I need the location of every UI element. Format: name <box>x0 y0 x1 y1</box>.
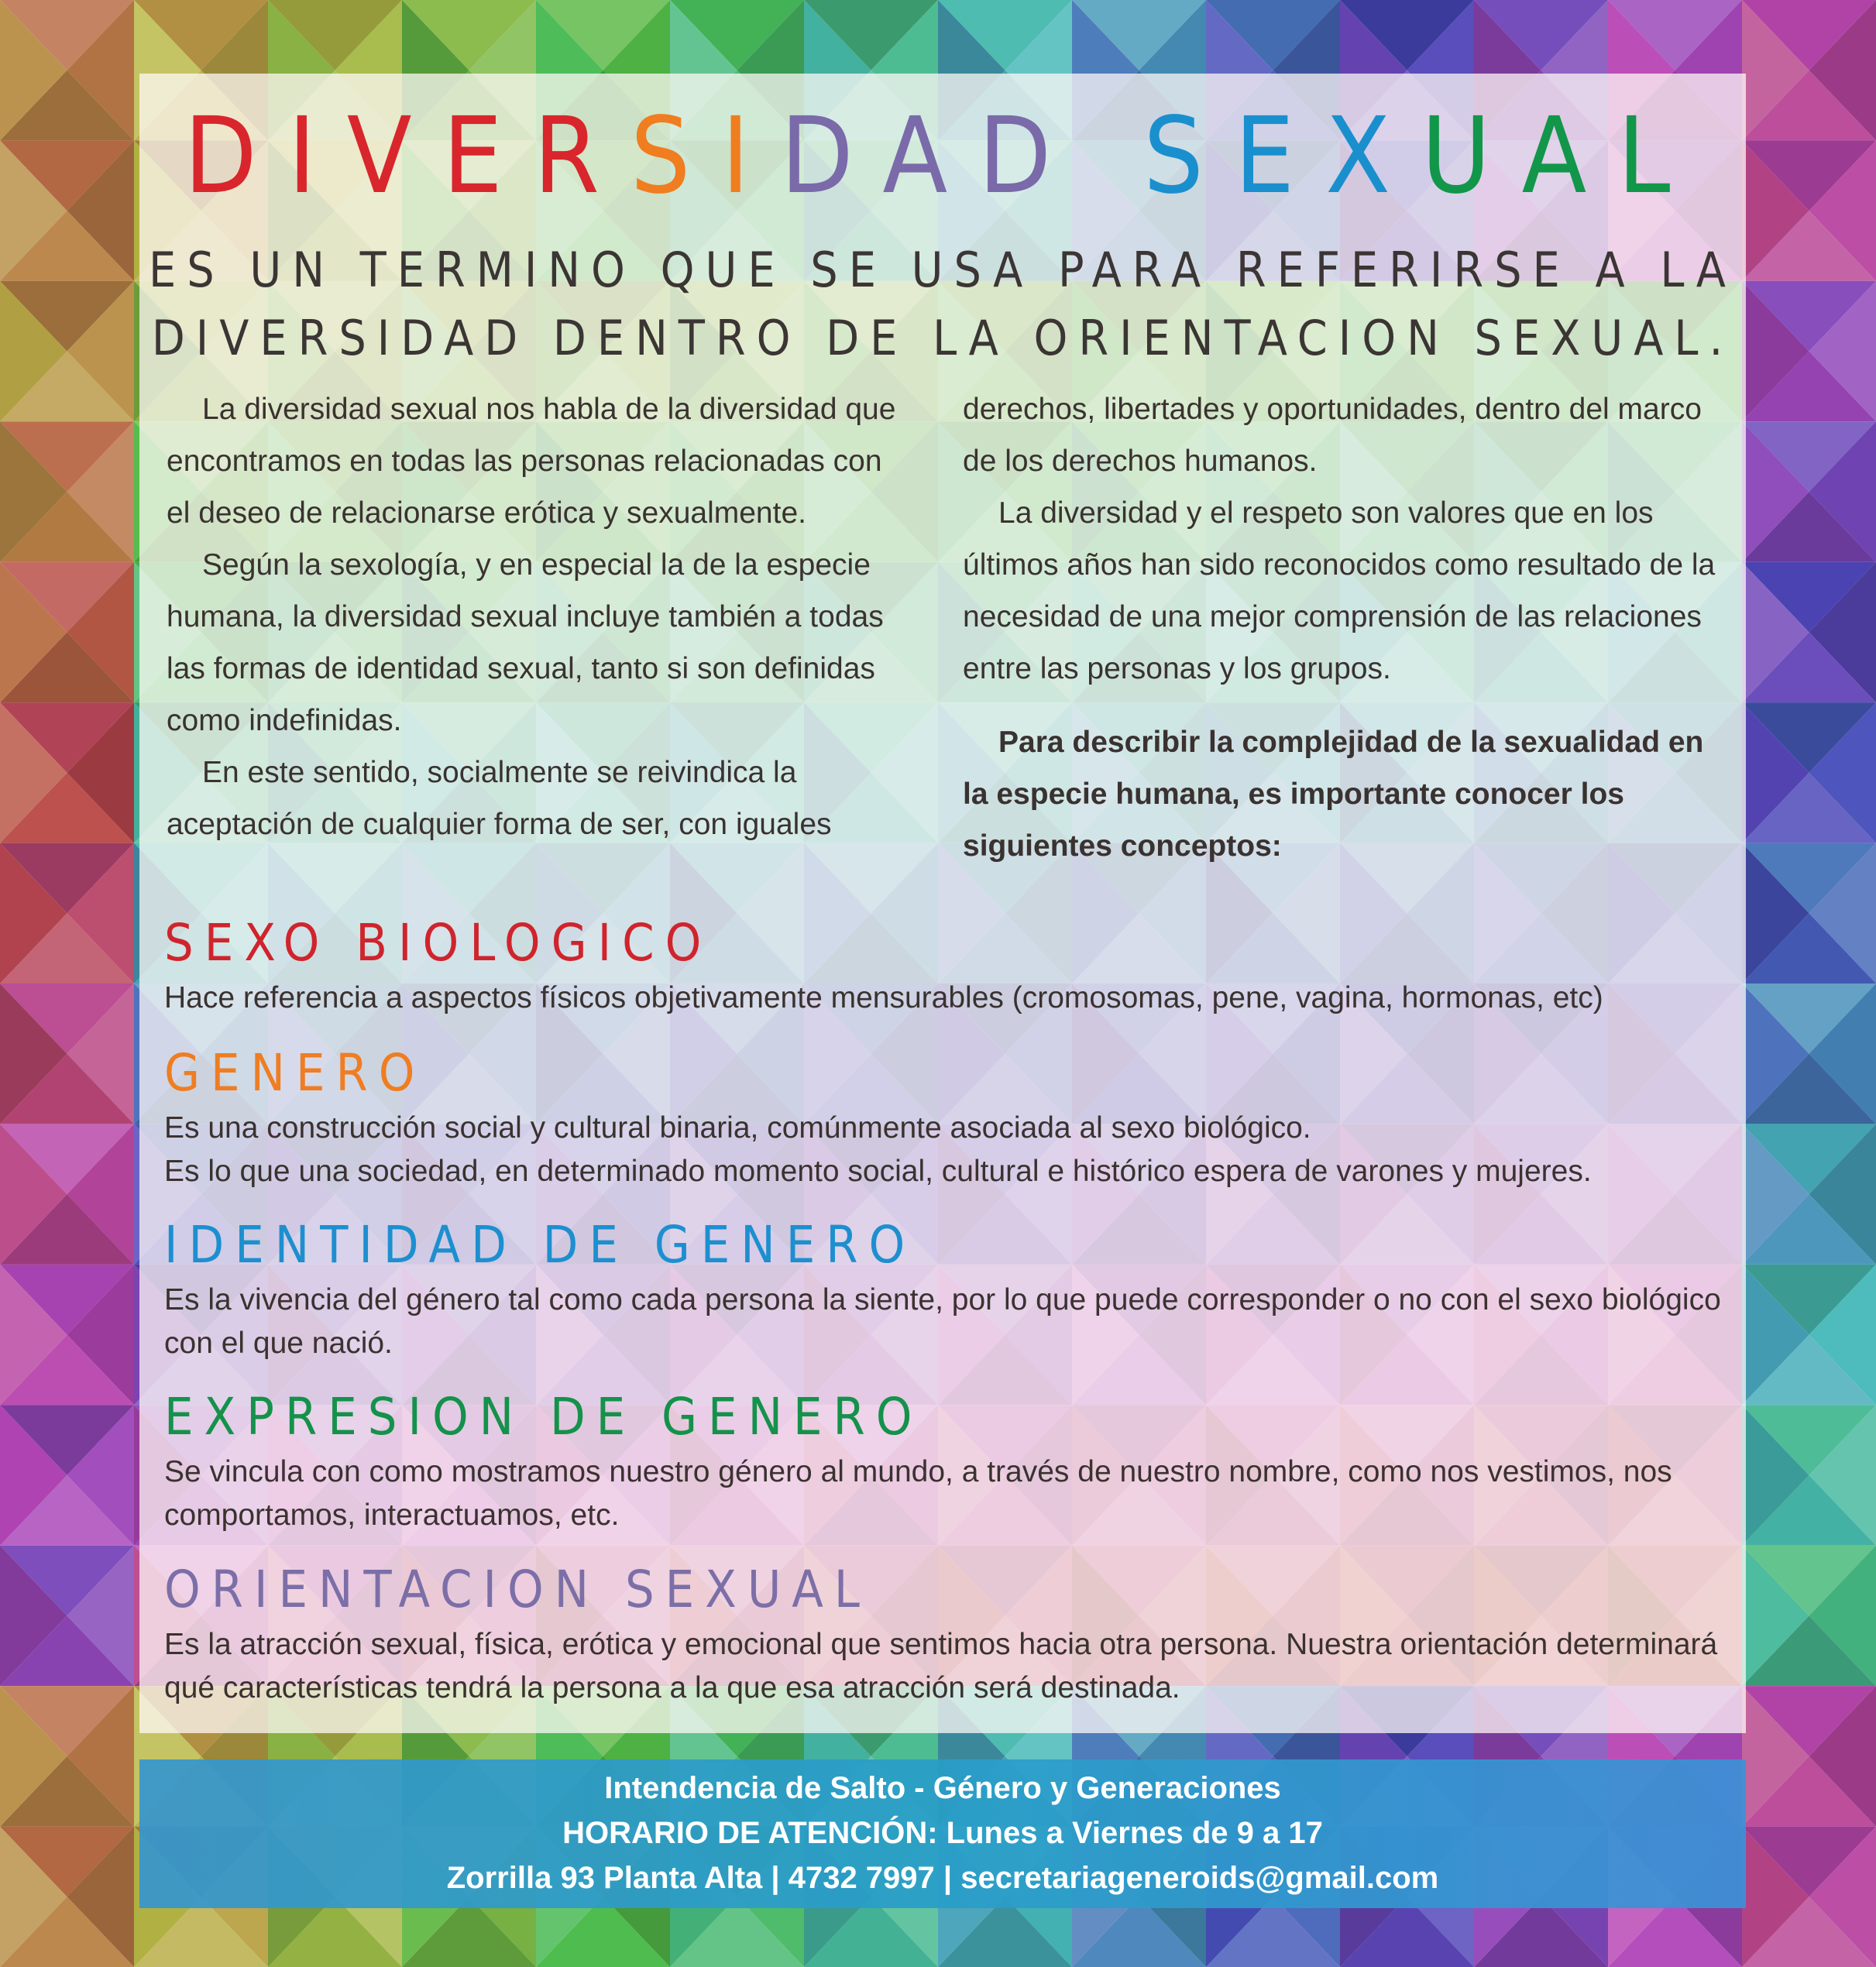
title-segment-3: DAD <box>780 95 1144 218</box>
section-expresion-de-genero <box>164 1384 1737 1537</box>
title-segment-6: UAL <box>1421 95 1702 218</box>
footer-organization: Intendencia de Salto - Género y Generaciones <box>604 1771 1281 1805</box>
footer-contact: Zorrilla 93 Planta Alta | 4732 7997 | secretariageneroids@gmail.com <box>446 1861 1439 1895</box>
intro-paragraph: Según la sexología, y en especial la de la especie humana, la diversidad sexual incluye también a todas las formas de identidad sexual, tanto si son definidas como indefinidas. <box>167 548 884 737</box>
section-text: Es lo que una sociedad, en determinado momento social, cultural e histórico espera de varones y mujeres. <box>164 1155 1592 1188</box>
section-text: Es la atracción sexual, física, erótica y emocional que sentimos hacia otra persona. Nuestra orientación determinará qué características tendrá la persona a la que esa atracción será destinada. <box>164 1628 1718 1704</box>
section-heading: IDENTIDAD DE GENERO <box>164 1215 916 1275</box>
title-segment-5: X <box>1325 95 1422 218</box>
subtitle-line-2: DIVERSIDAD DENTRO DE LA ORIENTACION SEXUAL. <box>151 310 1734 366</box>
intro-paragraph: derechos, libertades y oportunidades, dentro del marco de los derechos humanos. <box>963 393 1702 478</box>
section-genero <box>164 1040 1737 1193</box>
section-text: Es una construcción social y cultural binaria, comúnmente asociada al sexo biológico. <box>164 1111 1311 1145</box>
intro-paragraph: La diversidad y el respeto son valores que en los últimos años han sido reconocidos como resultado de la necesidad de una mejor comprensión de las relaciones entre las personas y los grupos. <box>963 496 1716 685</box>
section-sexo-biologico <box>164 910 1737 1020</box>
section-identidad-de-genero <box>164 1212 1737 1365</box>
section-text: Hace referencia a aspectos físicos objetivamente mensurables (cromosomas, pene, vagina, hormonas, etc) <box>164 981 1603 1014</box>
section-heading: SEXO BIOLOGICO <box>164 913 713 973</box>
poster-content <box>139 74 1746 1733</box>
section-orientacion-sexual <box>164 1557 1737 1710</box>
section-text: Se vincula con como mostramos nuestro género al mundo, a través de nuestro nombre, como nos vestimos, nos comportamos, interactuamos, etc. <box>164 1455 1672 1532</box>
contact-footer <box>139 1759 1746 1908</box>
subtitle-line-1: ES UN TERMINO QUE SE USA PARA REFERIRSE A LA <box>149 242 1737 298</box>
section-heading: EXPRESION DE GENERO <box>164 1387 923 1447</box>
title-segment-1: DIVER <box>184 95 630 218</box>
footer-hours: HORARIO DE ATENCIÓN: Lunes a Viernes de 9 a 17 <box>562 1816 1323 1850</box>
intro-column-left <box>167 383 910 850</box>
title-segment-4: SE <box>1143 95 1326 218</box>
title-segment-2: SI <box>630 95 781 218</box>
intro-paragraph: En este sentido, socialmente se reivindica la aceptación de cualquier forma de ser, con iguales <box>167 756 832 841</box>
intro-column-right <box>963 383 1722 872</box>
subtitle <box>139 236 1746 372</box>
main-title <box>139 83 1746 230</box>
intro-paragraph: La diversidad sexual nos habla de la diversidad que encontramos en todas las personas relacionadas con el deseo de relacionarse erótica y sexualmente. <box>167 393 896 530</box>
section-heading: ORIENTACION SEXUAL <box>164 1560 871 1619</box>
section-heading: GENERO <box>164 1043 426 1103</box>
intro-emphasis: Para describir la complejidad de la sexualidad en la especie humana, es importante conocer los siguientes conceptos: <box>963 726 1704 863</box>
section-text: Es la vivencia del género tal como cada persona la siente, por lo que puede corresponder o no con el sexo biológico con el que nació. <box>164 1283 1721 1360</box>
